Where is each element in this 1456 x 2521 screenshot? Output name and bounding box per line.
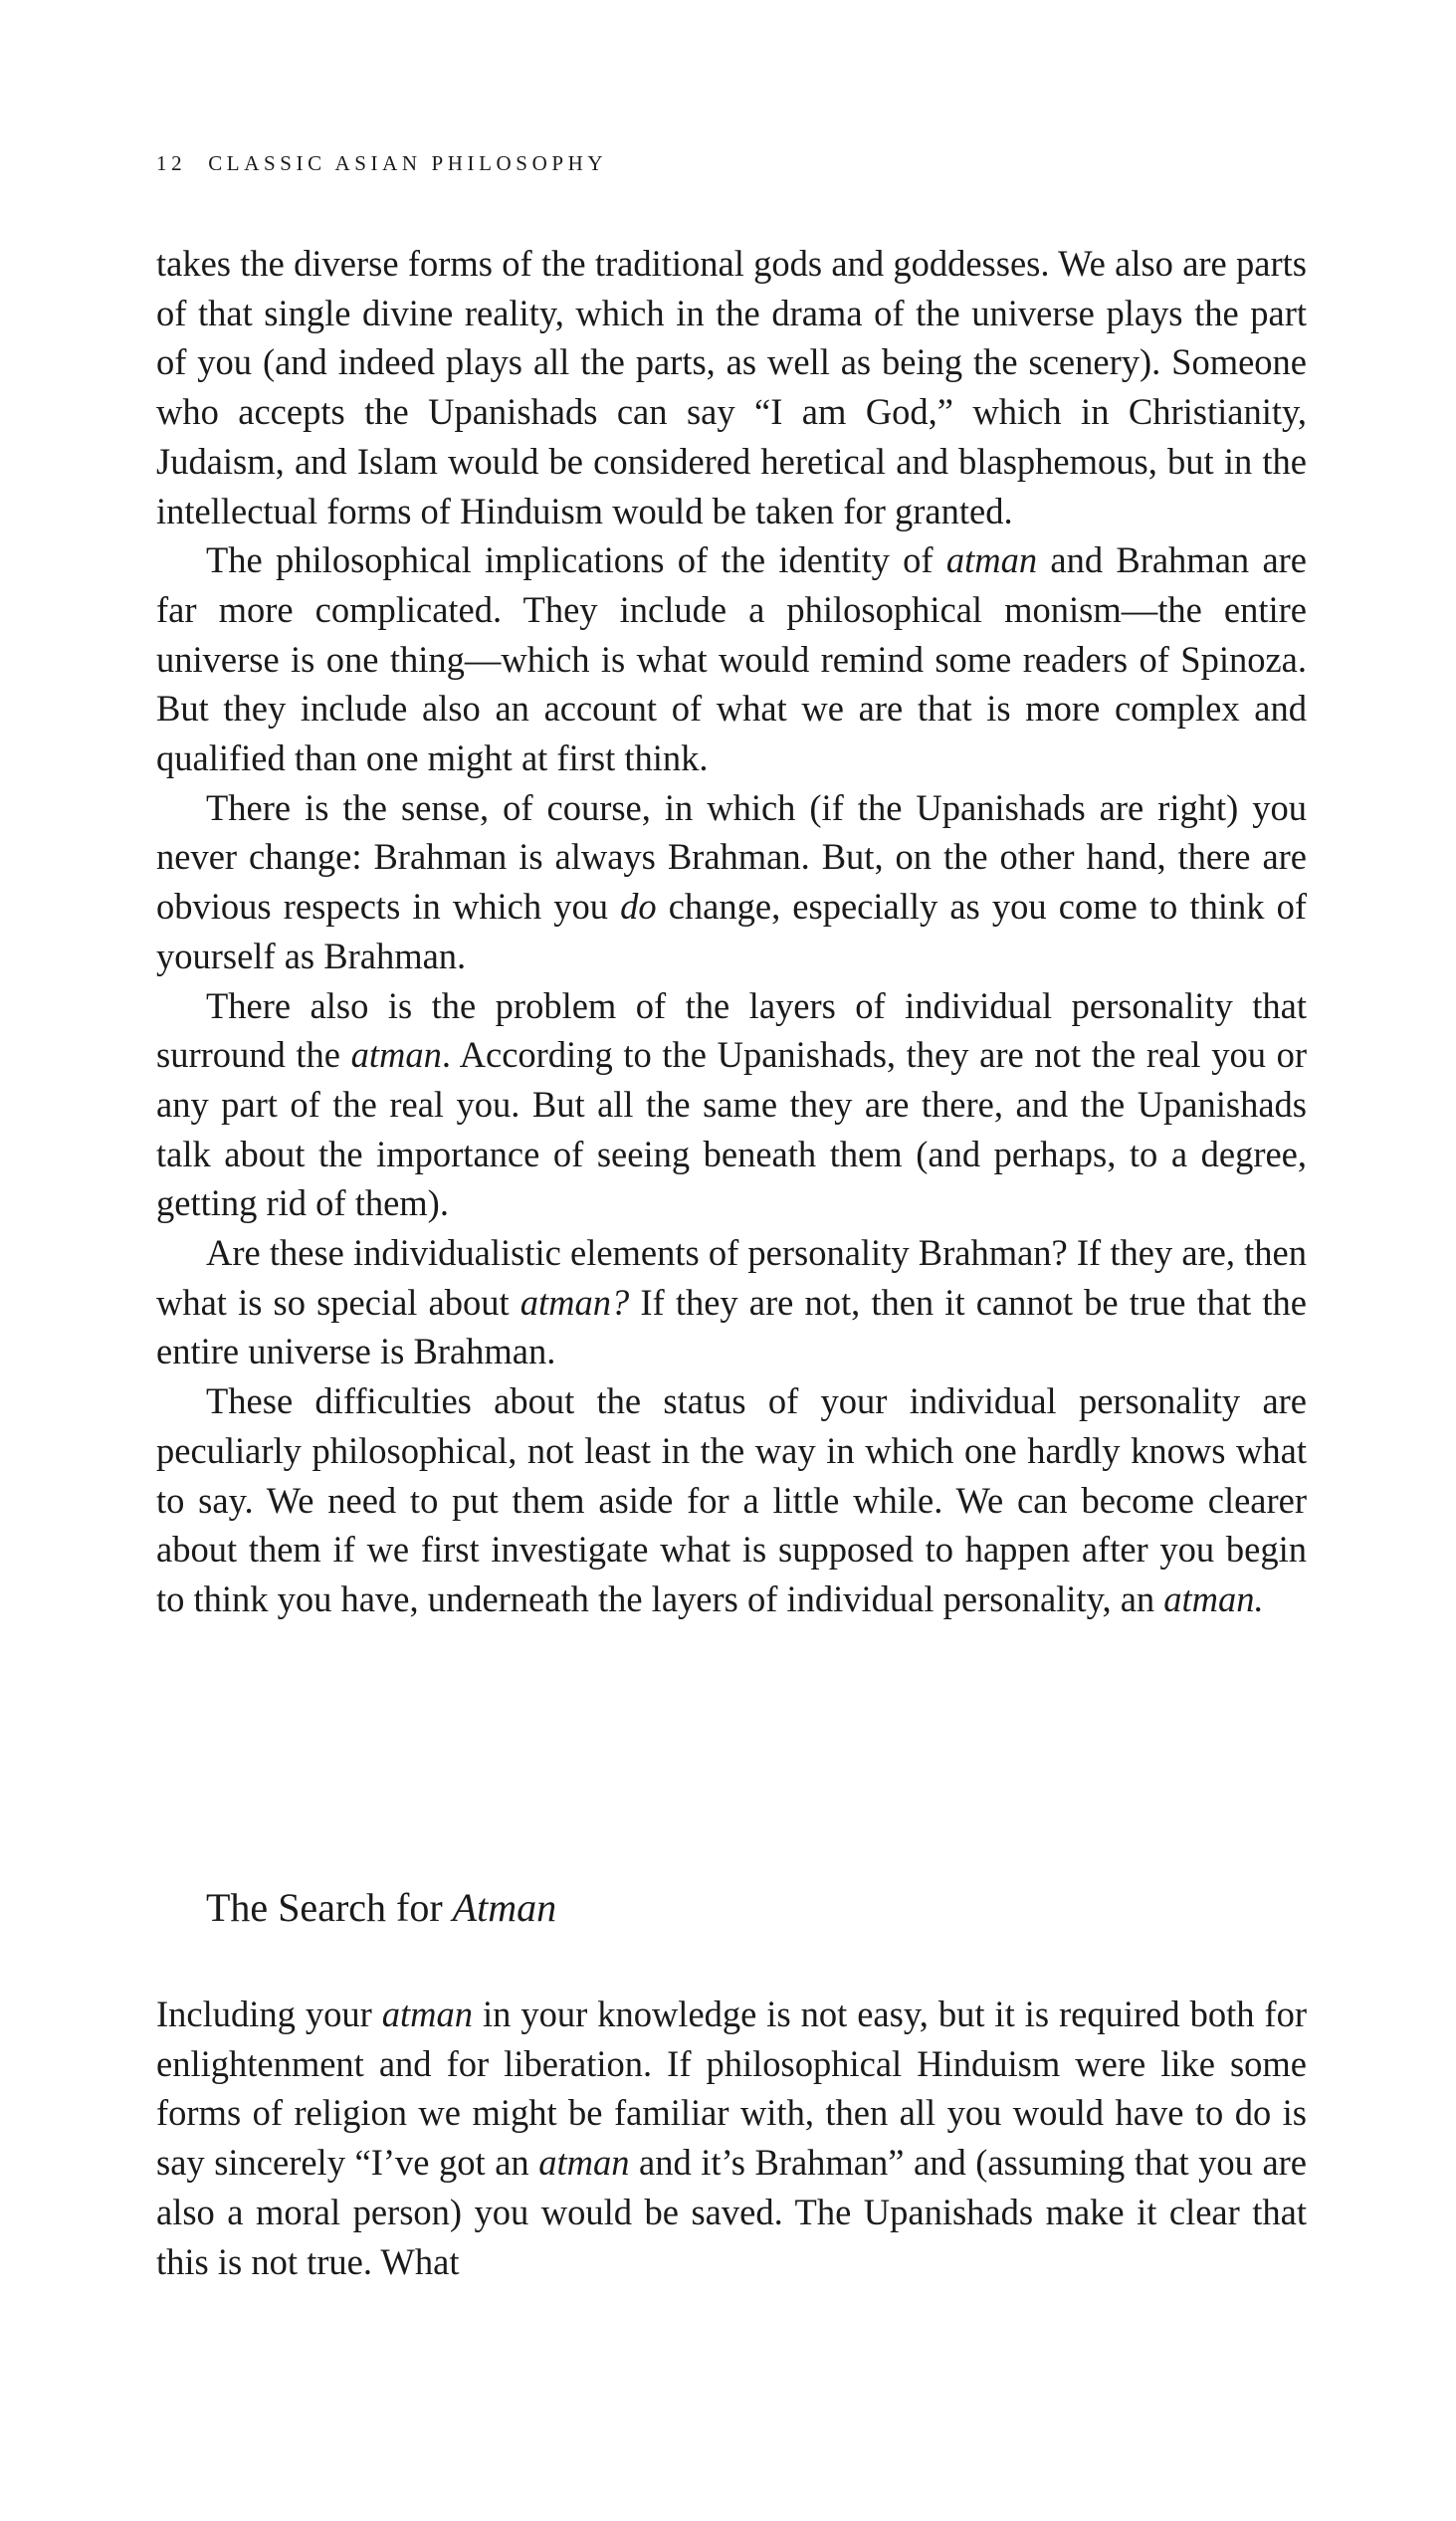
paragraph-7-emphasis-1: atman — [381, 1994, 473, 2034]
paragraph-7-text-b: in your knowledge is not easy, but it is required both for enlightenment and for liberation. If philosophical Hinduism were like some forms of religion we might be familiar with, then all you would have to do is say sincerely “I’ve got an — [156, 1994, 1307, 2184]
section-heading-text: The Search for — [206, 1885, 453, 1930]
running-head — [156, 151, 607, 176]
paragraph-2 — [156, 535, 1307, 783]
section-heading-emphasis: Atman — [452, 1885, 557, 1930]
paragraph-3-text-a: There is the sense, of course, in which (if the Upanishads are right) you never change: Brahman is always Brahman. But, on the other hand, there are obvious respects in which you — [156, 786, 1307, 928]
body-text-section-2 — [156, 1990, 1307, 2286]
paragraph-3 — [156, 783, 1307, 981]
book-title: CLASSIC ASIAN PHILOSOPHY — [208, 151, 608, 175]
paragraph-3-emphasis: do — [620, 886, 657, 928]
section-heading — [206, 1884, 556, 1931]
paragraph-5-text-b: If they are not, then it cannot be true that the entire universe is Brahman. — [156, 1281, 1307, 1372]
body-text-section-1 — [156, 239, 1307, 1624]
paragraph-4-emphasis: atman — [350, 1034, 442, 1076]
paragraph-3-text-b: change, especially as you come to think of yourself as Brahman. — [156, 886, 1307, 976]
paragraph-6 — [156, 1376, 1307, 1624]
paragraph-7-emphasis-2: atman — [538, 2142, 630, 2184]
page-number: 12 — [156, 151, 187, 175]
paragraph-2-emphasis: atman — [945, 539, 1038, 581]
paragraph-2-text-b: and Brahman are far more complicated. They include a philosophical monism—the entire universe is one thing—which is what would remind some readers of Spinoza. But they include also an account of what we are that is more complex and qualified than one might at first think. — [156, 539, 1307, 779]
paragraph-4-text-a: There also is the problem of the layers of individual personality that surround the — [156, 984, 1307, 1076]
paragraph-6-text-a: These difficulties about the status of your individual personality are peculiarly philosophical, not least in the way in which one hardly knows what to say. We need to put them aside for a little while. We can become clearer about them if we first investigate what is supposed to happen after you begin to think you have, underneath the layers of individual personality, an — [156, 1380, 1307, 1619]
paragraph-1-text: takes the diverse forms of the traditional gods and goddesses. We also are parts of that single divine reality, which in the drama of the universe plays the part of you (and indeed plays all the parts, as well as being the scenery). Someone who accepts the Upanishads can say “I am God,” which in Christianity, Judaism, and Islam would be considered heretical and blasphemous, but in the intellectual forms of Hinduism would be taken for granted. — [156, 243, 1307, 531]
paragraph-2-text-a: The philosophical implications of the identity of — [206, 539, 946, 581]
paragraph-5-emphasis: atman? — [520, 1281, 630, 1323]
paragraph-4-text-b: . According to the Upanishads, they are not the real you or any part of the real you. But all the same they are there, and the Upanishads talk about the importance of seeing beneath them (and perhaps, to a degree, getting rid of them). — [156, 1034, 1307, 1224]
paragraph-7-text-c: and it’s Brahman” and (assuming that you are also a moral person) you would be saved. The Upanishads make it clear that this is not true. What — [156, 2142, 1307, 2282]
paragraph-7-text-a: Including your — [156, 1994, 382, 2034]
paragraph-4 — [156, 981, 1307, 1229]
paragraph-5-text-a: Are these individualistic elements of personality Brahman? If they are, then what is so special about — [156, 1232, 1307, 1323]
paragraph-1 — [156, 239, 1307, 535]
paragraph-6-emphasis: atman. — [1163, 1577, 1264, 1619]
paragraph-7 — [156, 1990, 1307, 2286]
paragraph-5 — [156, 1228, 1307, 1376]
